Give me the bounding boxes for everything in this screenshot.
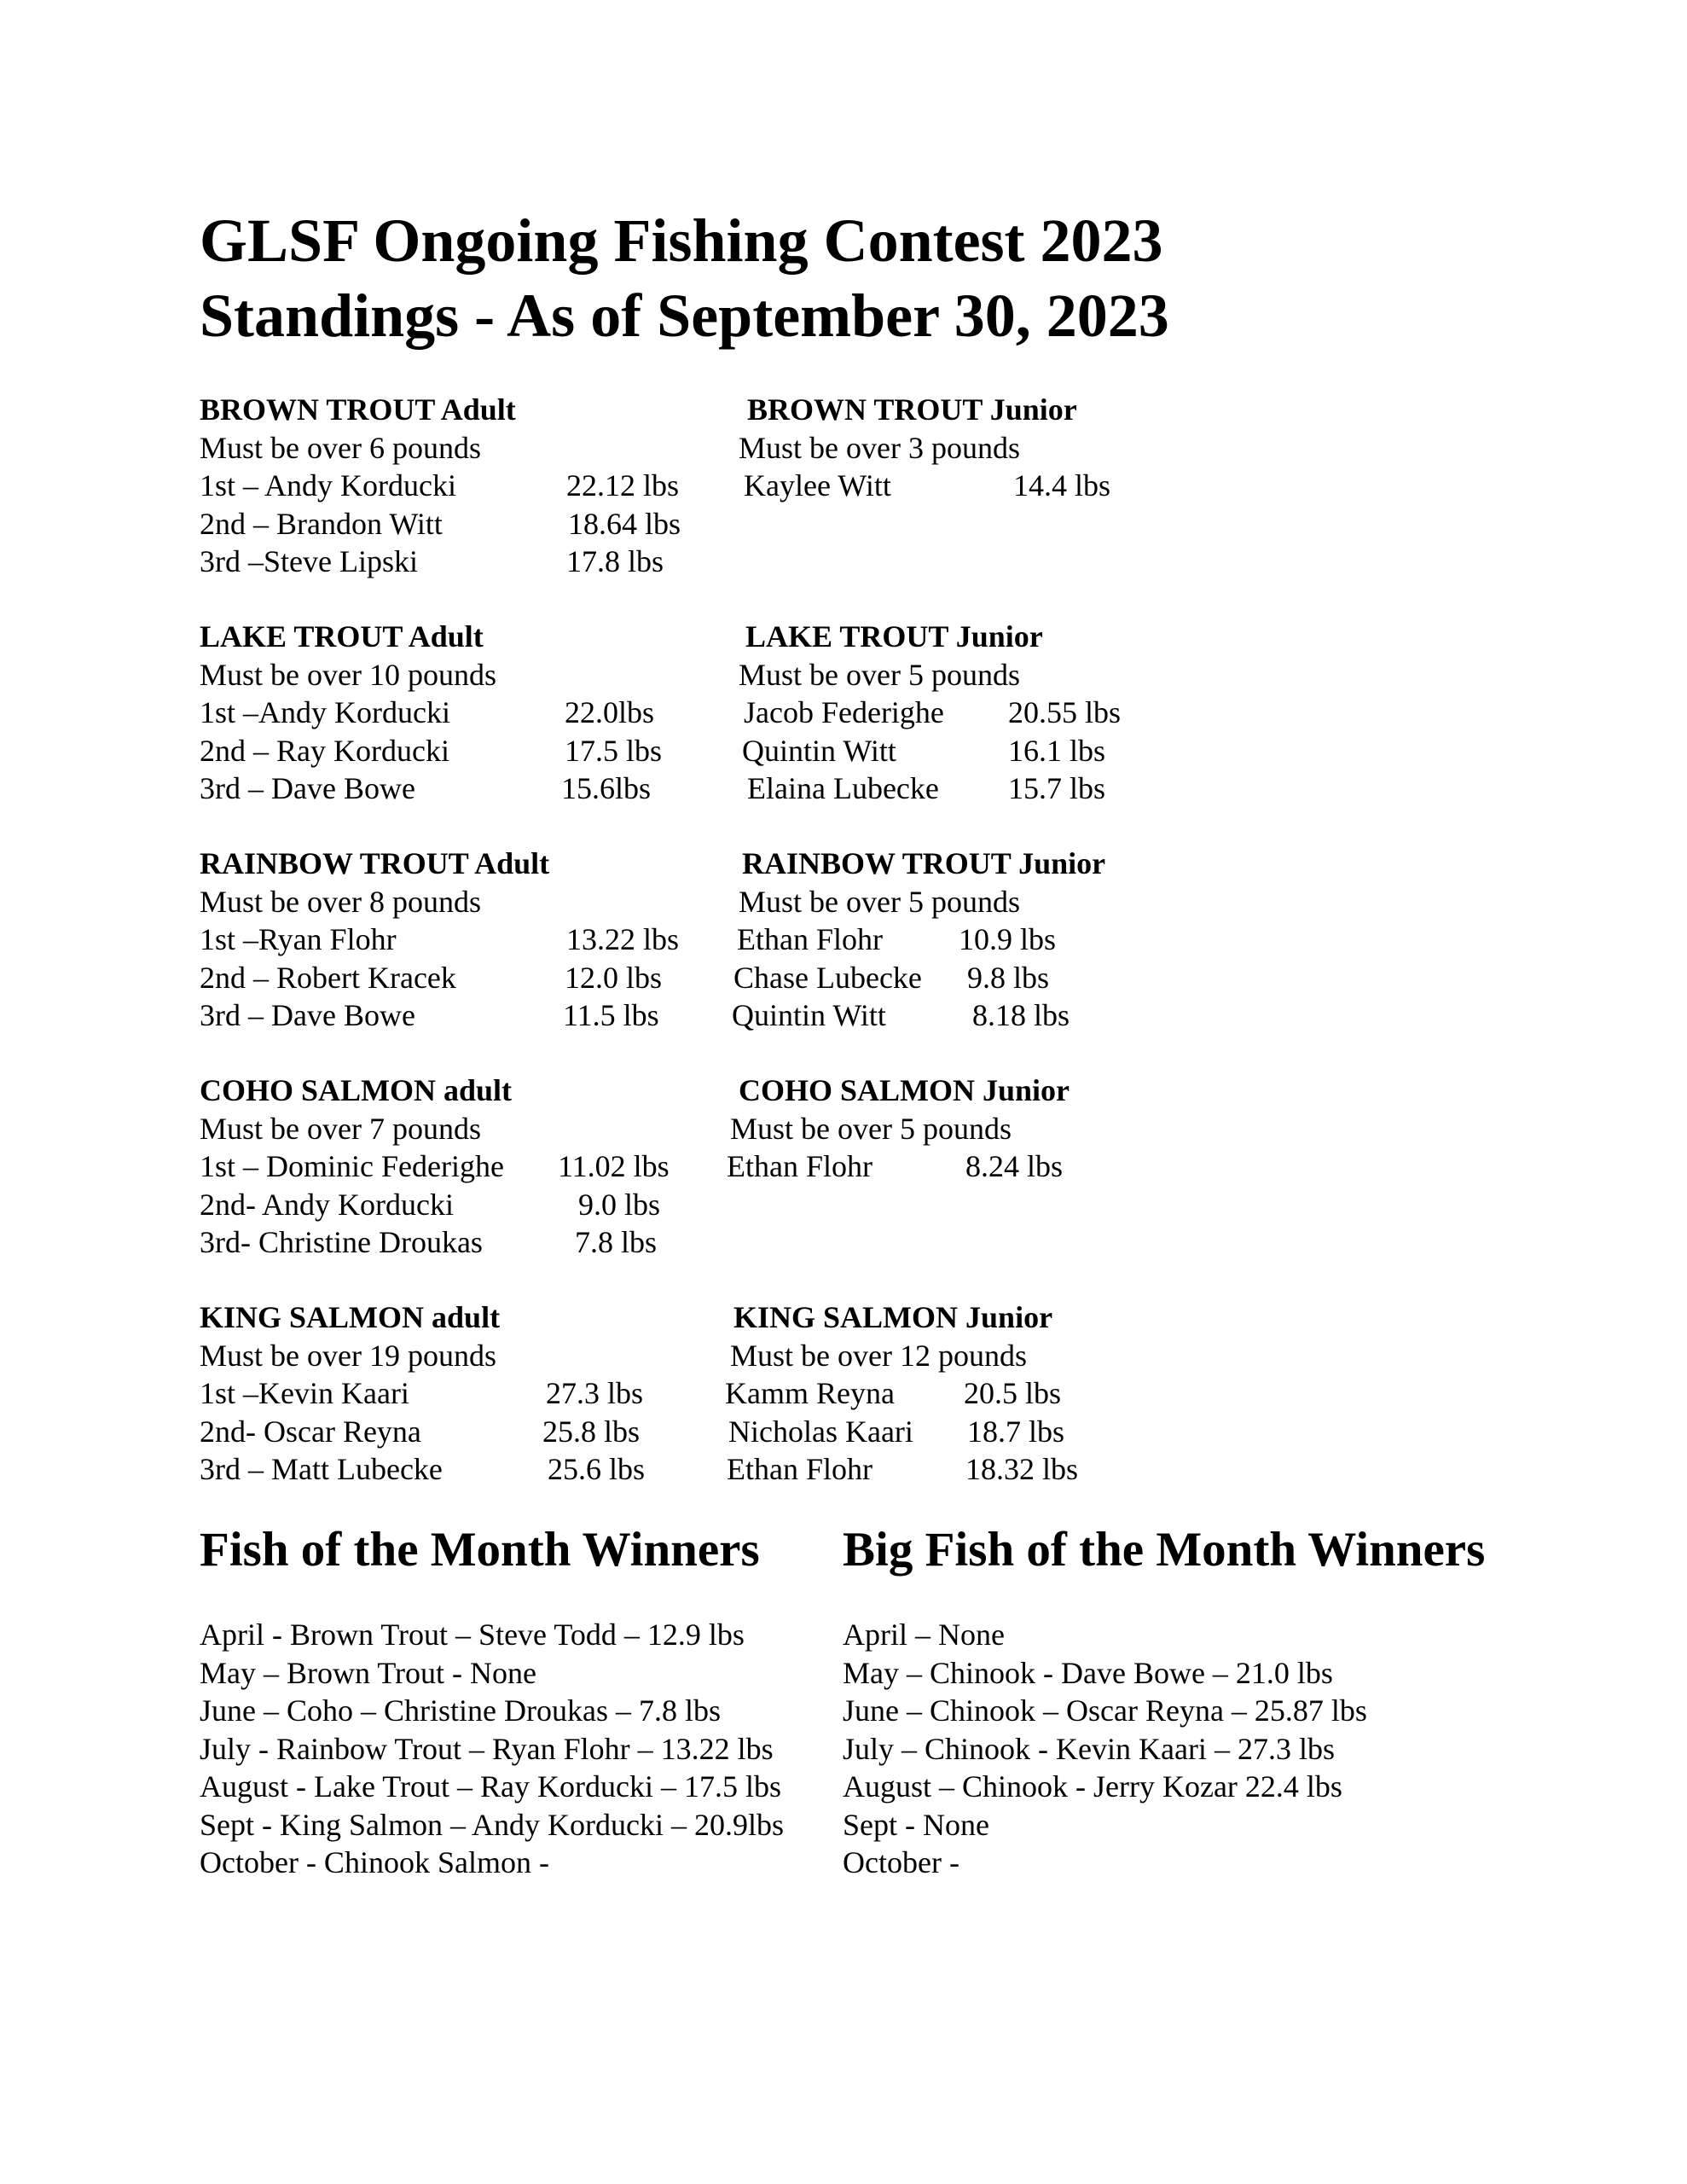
king-salmon-adult <box>200 1298 646 1489</box>
list-item <box>200 996 659 1035</box>
entry-weight: 12.0 lbs <box>565 960 663 995</box>
list-item <box>200 1223 658 1262</box>
list-item: June – Chinook – Oscar Reyna – 25.87 lbs <box>843 1693 1367 1728</box>
list-item <box>723 1413 1065 1451</box>
entry-name: 2nd- Oscar Reyna <box>200 1414 421 1449</box>
section-rule: Must be over 8 pounds <box>200 884 481 919</box>
section-rule: Must be over 3 pounds <box>739 430 1020 465</box>
section-title: RAINBOW TROUT Junior <box>742 846 1106 880</box>
big-fish-of-month-heading: Big Fish of the Month Winners <box>843 1523 1486 1577</box>
entry-name: 3rd- Christine Droukas <box>200 1225 483 1259</box>
list-item: October - <box>843 1845 959 1879</box>
entry-weight: 18.64 lbs <box>568 506 681 541</box>
entry-weight: 11.5 lbs <box>563 998 659 1032</box>
list-item <box>200 543 664 581</box>
list-item <box>200 1186 661 1224</box>
list-item <box>200 1413 641 1451</box>
list-item <box>200 1147 670 1186</box>
entry-weight: 17.8 lbs <box>566 544 664 578</box>
entry-weight: 27.3 lbs <box>546 1376 644 1410</box>
entry-weight: 25.6 lbs <box>548 1452 646 1486</box>
big-fish-of-month-list <box>843 1616 1367 1882</box>
entry-weight: 20.55 lbs <box>1008 695 1122 729</box>
entry-name: Quintin Witt <box>742 733 896 768</box>
brown-trout-junior <box>739 391 1111 505</box>
king-salmon-junior <box>723 1298 1079 1489</box>
list-item <box>732 959 1105 997</box>
list-item <box>200 1450 646 1489</box>
entry-name: 2nd – Robert Kracek <box>200 960 456 995</box>
entry-weight: 8.24 lbs <box>965 1149 1064 1183</box>
list-item <box>732 996 1105 1035</box>
list-item <box>200 694 655 732</box>
entry-weight: 25.8 lbs <box>542 1414 641 1449</box>
entry-name: Nicholas Kaari <box>728 1414 913 1449</box>
entry-weight: 17.5 lbs <box>565 733 663 768</box>
section-title: RAINBOW TROUT Adult <box>200 846 550 880</box>
entry-name: 3rd –Steve Lipski <box>200 544 418 578</box>
section-rule: Must be over 5 pounds <box>739 657 1020 692</box>
entry-name: 2nd – Brandon Witt <box>200 506 443 541</box>
section-title: KING SALMON Junior <box>733 1300 1053 1334</box>
entry-name: Kamm Reyna <box>725 1376 895 1410</box>
entry-name: 2nd- Andy Korducki <box>200 1187 454 1222</box>
list-item: Sept - None <box>843 1807 989 1842</box>
entry-weight: 15.7 lbs <box>1008 771 1106 805</box>
entry-name: 1st –Ryan Flohr <box>200 922 397 956</box>
entry-weight: 20.5 lbs <box>964 1376 1062 1410</box>
list-item: August – Chinook - Jerry Kozar 22.4 lbs <box>843 1769 1342 1804</box>
entry-weight: 22.12 lbs <box>566 468 680 502</box>
entry-name: Kaylee Witt <box>744 468 891 502</box>
section-title: BROWN TROUT Junior <box>747 392 1077 427</box>
lake-trout-adult <box>200 618 663 808</box>
list-item: June – Coho – Christine Droukas – 7.8 lbs <box>200 1693 721 1728</box>
list-item <box>200 1374 644 1413</box>
entry-name: 1st –Kevin Kaari <box>200 1376 409 1410</box>
entry-weight: 9.0 lbs <box>578 1187 661 1222</box>
entry-name: 1st – Dominic Federighe <box>200 1149 504 1183</box>
section-rule: Must be over 6 pounds <box>200 430 481 465</box>
entry-name: 1st –Andy Korducki <box>200 695 450 729</box>
entry-weight: 18.7 lbs <box>967 1414 1065 1449</box>
list-item <box>200 732 663 770</box>
list-item: July – Chinook - Kevin Kaari – 27.3 lbs <box>843 1731 1335 1766</box>
section-rule: Must be over 10 pounds <box>200 657 496 692</box>
entry-weight: 7.8 lbs <box>575 1225 658 1259</box>
title-line-1: GLSF Ongoing Fishing Contest 2023 <box>200 206 1163 275</box>
entry-weight: 15.6lbs <box>561 771 652 805</box>
entry-name: Quintin Witt <box>732 998 886 1032</box>
fish-of-month-heading: Fish of the Month Winners <box>200 1523 760 1577</box>
entry-name: Jacob Federighe <box>744 695 944 729</box>
entry-weight: 10.9 lbs <box>959 922 1057 956</box>
section-rule: Must be over 19 pounds <box>200 1338 496 1373</box>
section-title: LAKE TROUT Adult <box>200 619 484 653</box>
list-item <box>739 467 1111 505</box>
title-line-2: Standings - As of September 30, 2023 <box>200 282 1169 350</box>
section-title: COHO SALMON Junior <box>739 1073 1070 1107</box>
list-item <box>723 1374 1062 1413</box>
list-item: Sept - King Salmon – Andy Korducki – 20.9lbs <box>200 1807 784 1842</box>
lake-trout-junior <box>739 618 1122 808</box>
list-item <box>200 959 663 997</box>
list-item <box>732 921 1105 959</box>
coho-salmon-adult <box>200 1072 670 1262</box>
section-title: LAKE TROUT Junior <box>745 619 1043 653</box>
entry-name: Chase Lubecke <box>733 960 922 995</box>
list-item <box>739 770 1106 808</box>
entry-name: Elaina Lubecke <box>747 771 939 805</box>
list-item <box>200 505 681 543</box>
page-title <box>200 203 1169 353</box>
entry-name: 3rd – Dave Bowe <box>200 771 415 805</box>
entry-name: Ethan Flohr <box>727 1452 872 1486</box>
section-title: KING SALMON adult <box>200 1300 501 1334</box>
list-item: August - Lake Trout – Ray Korducki – 17.5 lbs <box>200 1769 781 1804</box>
list-item <box>739 732 1106 770</box>
list-item: May – Chinook - Dave Bowe – 21.0 lbs <box>843 1655 1333 1690</box>
list-item: April - Brown Trout – Steve Todd – 12.9 lbs <box>200 1618 745 1652</box>
section-title: BROWN TROUT Adult <box>200 392 516 427</box>
entry-name: Ethan Flohr <box>727 1149 872 1183</box>
entry-weight: 18.32 lbs <box>965 1452 1079 1486</box>
section-rule: Must be over 5 pounds <box>730 1111 1012 1146</box>
list-item: April – None <box>843 1618 1005 1652</box>
list-item: May – Brown Trout - None <box>200 1655 537 1690</box>
entry-weight: 11.02 lbs <box>558 1149 670 1183</box>
list-item: October - Chinook Salmon - <box>200 1845 549 1879</box>
entry-weight: 16.1 lbs <box>1008 733 1106 768</box>
list-item <box>200 770 652 808</box>
section-rule: Must be over 7 pounds <box>200 1111 481 1146</box>
entry-weight: 9.8 lbs <box>967 960 1050 995</box>
list-item <box>200 467 680 505</box>
section-rule: Must be over 5 pounds <box>739 884 1020 919</box>
entry-name: 2nd – Ray Korducki <box>200 733 449 768</box>
brown-trout-adult <box>200 391 681 581</box>
rainbow-trout-adult <box>200 845 680 1035</box>
section-title: COHO SALMON adult <box>200 1073 513 1107</box>
entry-name: 3rd – Dave Bowe <box>200 998 415 1032</box>
entry-weight: 13.22 lbs <box>566 922 680 956</box>
entry-name: 1st – Andy Korducki <box>200 468 456 502</box>
entry-name: Ethan Flohr <box>737 922 883 956</box>
fish-of-month-list <box>200 1616 784 1882</box>
section-rule: Must be over 12 pounds <box>730 1338 1027 1373</box>
list-item <box>723 1450 1079 1489</box>
coho-salmon-junior <box>727 1072 1070 1186</box>
entry-weight: 22.0lbs <box>565 695 655 729</box>
entry-weight: 14.4 lbs <box>1013 468 1111 502</box>
list-item: July - Rainbow Trout – Ryan Flohr – 13.22 lbs <box>200 1731 774 1766</box>
list-item <box>727 1147 1070 1186</box>
rainbow-trout-junior <box>732 845 1105 1035</box>
list-item <box>200 921 680 959</box>
entry-name: 3rd – Matt Lubecke <box>200 1452 443 1486</box>
list-item <box>739 694 1122 732</box>
entry-weight: 8.18 lbs <box>972 998 1070 1032</box>
